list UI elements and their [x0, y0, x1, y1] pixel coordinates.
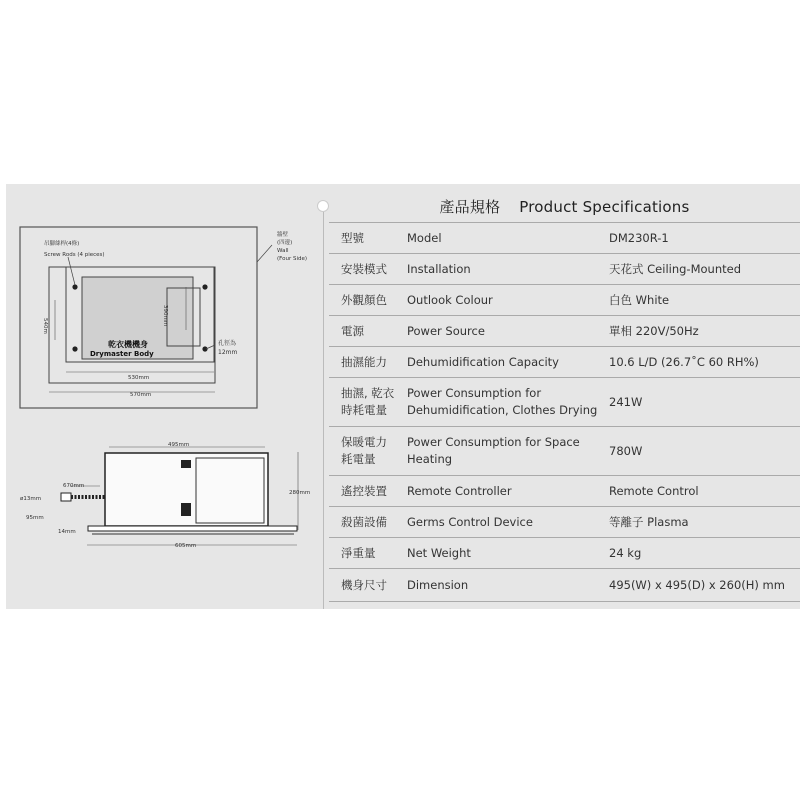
dim-605: 605mm: [175, 543, 197, 549]
body-label-en: Drymaster Body: [90, 350, 154, 358]
pipe-connector: [61, 493, 71, 501]
spec-value: 10.6 L/D (26.7˚C 60 RH%): [609, 354, 759, 369]
spec-value: 24 kg: [609, 545, 642, 560]
spec-title-zh: 產品規格: [439, 198, 501, 216]
spec-zh: 遙控裝置: [341, 483, 387, 498]
dim-530: 530mm: [128, 375, 150, 381]
dim-280: 280mm: [289, 490, 311, 496]
dim-540: 540m: [42, 318, 48, 334]
spec-row-power-consumption-heating: [329, 426, 800, 475]
spec-en: Dehumidification Capacity: [407, 354, 559, 369]
spec-value: 白色 White: [609, 292, 670, 307]
spec-value: 780W: [609, 443, 643, 458]
dim-390: 390mm: [162, 305, 168, 327]
spec-zh: 抽濕能力: [341, 354, 387, 369]
vent-top: [181, 460, 191, 468]
dim-95: 95mm: [26, 515, 44, 521]
spec-en: Power Source: [407, 323, 485, 338]
spec-row-net-weight: [329, 537, 800, 568]
spec-value: 單相 220V/50Hz: [609, 323, 699, 338]
spec-rows: [329, 222, 800, 602]
spec-value: 495(W) x 495(D) x 260(H) mm: [609, 577, 785, 592]
spec-en: Germs Control Device: [407, 514, 533, 529]
screw-hole-3: [72, 346, 77, 351]
spec-row-germs-control: [329, 506, 800, 537]
divider-dot: [317, 200, 329, 212]
wall-label-en-1: Wall: [277, 248, 289, 254]
spec-value: DM230R-1: [609, 230, 669, 245]
dim-14: 14mm: [58, 529, 76, 535]
spec-en: Outlook Colour: [407, 292, 493, 307]
spec-en: Remote Controller: [407, 483, 512, 498]
spec-en: Power Consumption for Space Heating: [407, 435, 580, 466]
wall-label-zh-1: 牆壁: [277, 232, 289, 238]
spec-row-power-source: [329, 315, 800, 346]
spec-zh: 殺菌設備: [341, 514, 387, 529]
spec-en: Dimension: [407, 577, 469, 592]
spec-zh: 安裝模式: [341, 261, 387, 276]
spec-zh: 保暖電力 耗電量: [341, 435, 387, 466]
spec-row-model: [329, 222, 800, 253]
installation-diagram: [0, 0, 330, 609]
spec-en: Installation: [407, 261, 471, 276]
spec-row-power-consumption-drying: [329, 377, 800, 426]
spec-zh: 型號: [341, 230, 364, 245]
dim-495: 495mm: [168, 442, 190, 448]
spec-row-dimension: [329, 568, 800, 602]
screw-hole-1: [72, 284, 77, 289]
spec-en: Net Weight: [407, 545, 471, 560]
divider-line: [323, 212, 324, 609]
spec-row-remote: [329, 475, 800, 506]
spec-value: 241W: [609, 394, 643, 409]
spec-en: Power Consumption for Dehumidification, Clothes Drying: [407, 386, 598, 417]
spec-row-dehumidification: [329, 346, 800, 377]
body-label-zh: 乾衣機機身: [108, 340, 148, 349]
hole-label-size: 12mm: [218, 349, 238, 356]
ceiling-plate: [88, 526, 297, 531]
spec-zh: 淨重量: [341, 545, 376, 560]
spec-row-colour: [329, 284, 800, 315]
wall-label-zh-2: (四邊): [277, 240, 293, 246]
screw-rods-label-en: Screw Rods (4 pieces): [44, 252, 105, 258]
wall-label-en-2: (Four Side): [277, 256, 308, 262]
spec-title-en: Product Specifications: [519, 198, 690, 216]
specifications-table: [329, 184, 800, 609]
spec-value: Remote Control: [609, 483, 699, 498]
spec-row-installation: [329, 253, 800, 284]
spec-value: 天花式 Ceiling-Mounted: [609, 261, 742, 276]
dim-13: ø13mm: [20, 496, 42, 502]
spec-zh: 機身尺寸: [341, 577, 387, 592]
spec-value: 等離子 Plasma: [609, 514, 689, 529]
vent-bottom: [181, 503, 191, 516]
screw-rods-label-zh: 吊腳絲桿(4條): [44, 241, 80, 247]
spec-zh: 電源: [341, 323, 364, 338]
spec-en: Model: [407, 230, 442, 245]
dim-570: 570mm: [130, 392, 152, 398]
dim-670: 670mm: [63, 483, 85, 489]
screw-hole-2: [202, 284, 207, 289]
spec-zh: 外觀顏色: [341, 292, 387, 307]
hole-label-zh: 孔徑為: [218, 340, 237, 347]
spec-zh: 抽濕, 乾衣 時耗電量: [341, 386, 395, 417]
spec-title: [329, 196, 800, 217]
